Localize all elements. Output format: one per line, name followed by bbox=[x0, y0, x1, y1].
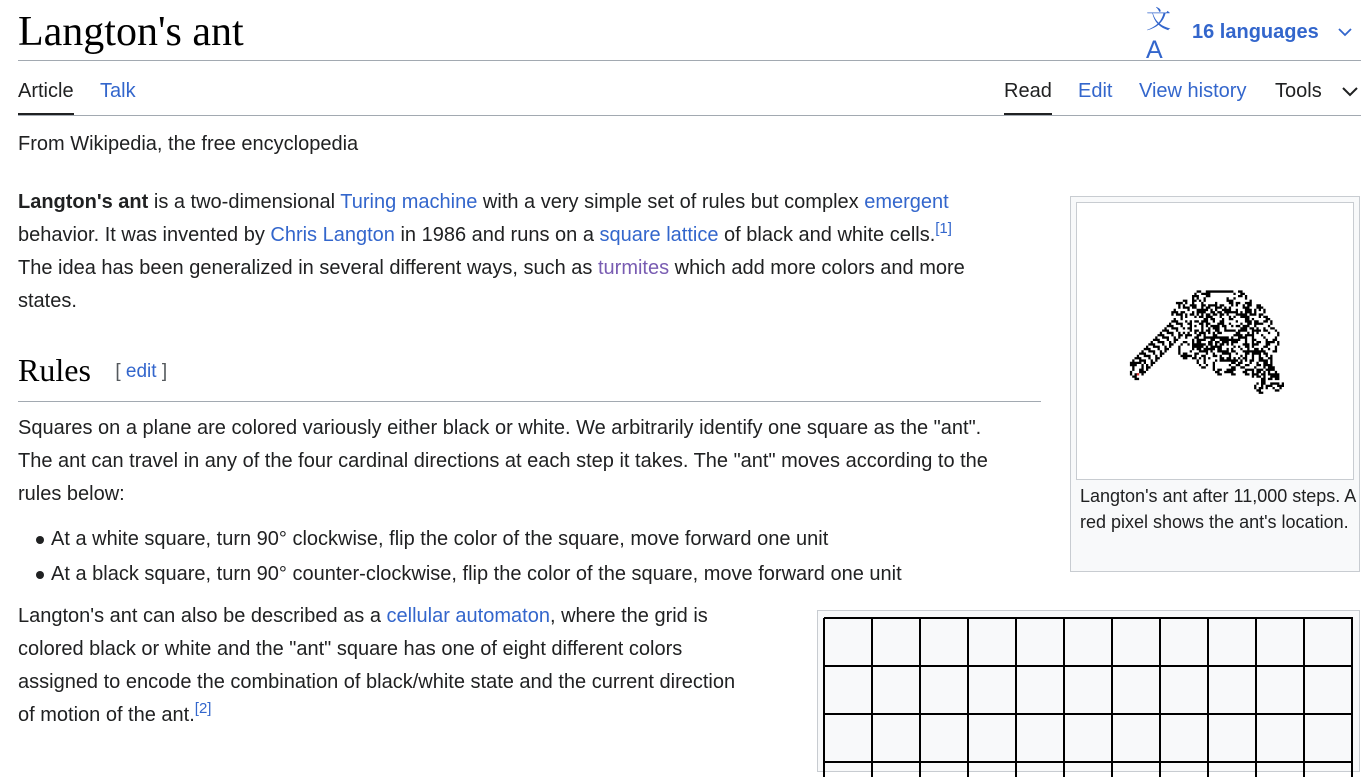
ant-black-cells bbox=[1130, 290, 1284, 394]
tab-edit[interactable]: Edit bbox=[1078, 80, 1113, 102]
section-edit: [ edit ] bbox=[115, 361, 168, 382]
link-chris-langton[interactable]: Chris Langton bbox=[270, 224, 395, 246]
rules-heading bbox=[18, 352, 1041, 402]
language-selector[interactable] bbox=[1146, 5, 1353, 64]
languages-label: 16 languages bbox=[1192, 20, 1319, 43]
tab-talk[interactable]: Talk bbox=[100, 80, 136, 102]
intro-line-1: Langton's ant is a two-dimensional Turing machine with a very simple set of rules but complex emergent bbox=[18, 191, 949, 213]
intro-line-4: states. bbox=[18, 290, 77, 312]
automaton-line-4: of motion of the ant.[2] bbox=[18, 700, 212, 726]
automaton-line-1: Langton's ant can also be described as a cellular automaton, where the grid is bbox=[18, 605, 708, 627]
link-turing-machine[interactable]: Turing machine bbox=[340, 191, 478, 213]
ant-simulation-image[interactable] bbox=[1076, 202, 1354, 480]
automaton-line-3: assigned to encode the combination of black/white state and the current direction bbox=[18, 671, 736, 693]
chevron-down-icon[interactable] bbox=[1341, 82, 1359, 100]
grid-image[interactable] bbox=[823, 617, 1354, 777]
list-item: At a black square, turn 90° counter-clockwise, flip the color of the square, move forward one unit bbox=[36, 555, 902, 590]
figure-caption: Langton's ant after 11,000 steps. A red pixel shows the ant's location. bbox=[1080, 486, 1356, 532]
link-cellular-automaton[interactable]: cellular automaton bbox=[386, 605, 550, 627]
rules-line-1: Squares on a plane are colored variously either black or white. We arbitrarily identify one square as the "ant". bbox=[18, 417, 982, 439]
site-tagline: From Wikipedia, the free encyclopedia bbox=[18, 133, 359, 155]
page-title: Langton's ant bbox=[18, 9, 244, 55]
reference-2[interactable]: [2] bbox=[194, 700, 212, 717]
ant-position-marker bbox=[1137, 373, 1139, 375]
link-emergent[interactable]: emergent bbox=[864, 191, 949, 213]
tabs-divider bbox=[18, 115, 1361, 116]
chevron-down-icon bbox=[1337, 24, 1353, 40]
tools-menu[interactable]: Tools bbox=[1275, 80, 1322, 102]
tab-read[interactable]: Read bbox=[1004, 78, 1052, 116]
rules-list bbox=[36, 520, 902, 590]
rules-line-3: rules below: bbox=[18, 483, 125, 505]
section-title: Rules bbox=[18, 352, 91, 388]
reference-1[interactable]: [1] bbox=[935, 220, 952, 237]
link-square-lattice[interactable]: square lattice bbox=[599, 224, 719, 246]
translate-icon: 文A bbox=[1146, 5, 1172, 64]
figure-thumbnail bbox=[1070, 196, 1360, 572]
bold-term: Langton's ant bbox=[18, 191, 149, 213]
title-divider bbox=[18, 60, 1361, 61]
intro-line-3: The idea has been generalized in several different ways, such as turmites which add more colors and more bbox=[18, 257, 965, 279]
tab-article[interactable]: Article bbox=[18, 78, 74, 116]
list-item: At a white square, turn 90° clockwise, flip the color of the square, move forward one unit bbox=[36, 520, 902, 555]
link-turmites[interactable]: turmites bbox=[597, 257, 670, 279]
ant-pattern-graphic bbox=[1077, 203, 1353, 479]
automaton-line-2: colored black or white and the "ant" square has one of eight different colors bbox=[18, 638, 683, 660]
rules-line-2: The ant can travel in any of the four cardinal directions at each step it takes. The "ant" moves according to the bbox=[18, 450, 988, 472]
intro-line-2: behavior. It was invented by Chris Langton in 1986 and runs on a square lattice of black and white cells.[1] bbox=[18, 220, 952, 246]
grid-figure bbox=[817, 610, 1360, 772]
edit-section-link[interactable]: edit bbox=[125, 361, 157, 382]
tab-view-history[interactable]: View history bbox=[1139, 80, 1247, 102]
